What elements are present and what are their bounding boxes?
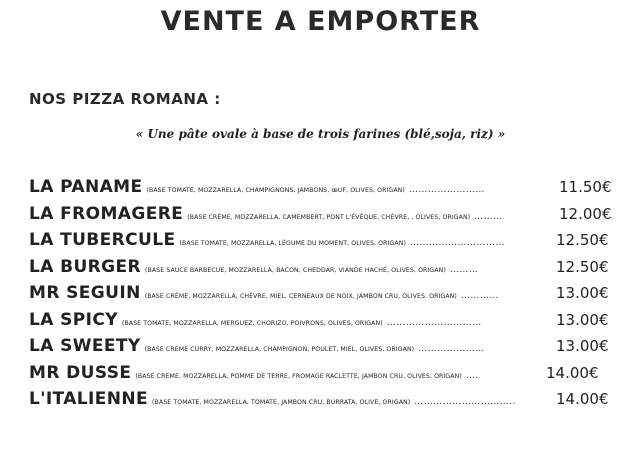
item-description: (BASE CRÈME, MOZZARELLA, CHÈVRE, MIEL, CERNEAUX DE NOIX, JAMBON CRU, OLIVES, ORIGAN) [144,293,457,300]
page-title: VENTE A EMPORTER [160,6,481,37]
item-leader-dots: ……… [474,211,503,222]
item-description: (BASE CREME, MOZZARELLA, POMME DE TERRE, FROMAGE RACLETTE, JAMBON CRU, OLIVES, ORIGAN) [135,372,462,380]
item-price: 12.50€ [556,231,609,249]
menu-item [29,310,619,337]
item-description: (BASE CRÈME, MOZZARELLA, CAMEMBERT, PONT L'ÉVÊQUE, CHÈVRE, , OLIVES, ORIGAN) [187,213,471,221]
menu-item [29,177,619,204]
section-heading: NOS PIZZA ROMANA : [29,90,221,108]
menu-list [29,177,619,416]
menu-item [29,257,619,284]
item-leader-dots: ………………… [418,344,485,354]
menu-item [29,336,619,363]
item-price: 14.00€ [546,363,599,382]
item-price: 12.50€ [556,257,609,276]
menu-item [29,389,619,416]
item-name: L'ITALIENNE [29,389,149,409]
item-price: 14.00€ [556,390,609,408]
item-description: (BASE SAUCE BARBECUE, MOZZARELLA, BACON, CHEDDAR, VIANDE HACHÉ, OLIVES, ORIGAN) [145,266,446,274]
item-price: 12.00€ [559,204,612,223]
item-description: (BASE CREME CURRY, MOZZARELLA, CHAMPIGNON, POULET, MIEL, OLIVES, ORIGAN) [144,346,415,353]
item-name: MR SEGUIN [29,283,141,303]
item-description: (BASE TOMATE, MOZZARELLA, MERGUEZ, CHORIZO, POIVRONS, OLIVES, ORIGAN) [121,319,383,327]
menu-item [29,230,619,257]
item-leader-dots: …. [465,370,479,381]
item-name: LA PANAME [29,177,143,197]
item-description: (BASE TOMATE, MOZZARELLA, CHAMPIGNONS, JAMBONS, œUF, OLIVES, ORIGAN) [146,187,405,194]
menu-item [29,283,619,310]
item-leader-dots: …………………… [408,185,485,195]
item-name: LA SWEETY [29,336,141,356]
item-name: LA BURGER [29,256,142,277]
tagline: « Une pâte ovale à base de trois farines (blé,soja, riz) » [135,127,506,141]
item-description: (BASE TOMATE, MOZZARELLA, LÉGUME DU MOMENT, OLIVES, ORIGAN) [179,240,406,247]
item-price: 11.50€ [559,178,612,196]
item-name: LA TUBERCULE [29,230,176,250]
item-leader-dots: ………………………….. [414,397,517,407]
item-name: MR DUSSE [29,362,132,383]
menu-item [29,363,619,390]
item-name: LA SPICY [29,309,118,330]
item-name: LA FROMAGERE [29,203,184,224]
item-price: 13.00€ [556,310,609,329]
item-leader-dots: ………………………… [409,238,505,248]
item-price: 13.00€ [556,284,609,302]
item-leader-dots: ………… [460,291,499,301]
item-price: 13.00€ [556,337,609,355]
item-description: (BASE TOMATE, MOZZARELLA, TOMATE, JAMBON CRU, BURRATA, OLIVE, ORIGAN) [152,399,411,406]
menu-item [29,204,619,231]
item-leader-dots: ……… [449,264,479,275]
item-leader-dots: ………………………… [386,317,482,328]
